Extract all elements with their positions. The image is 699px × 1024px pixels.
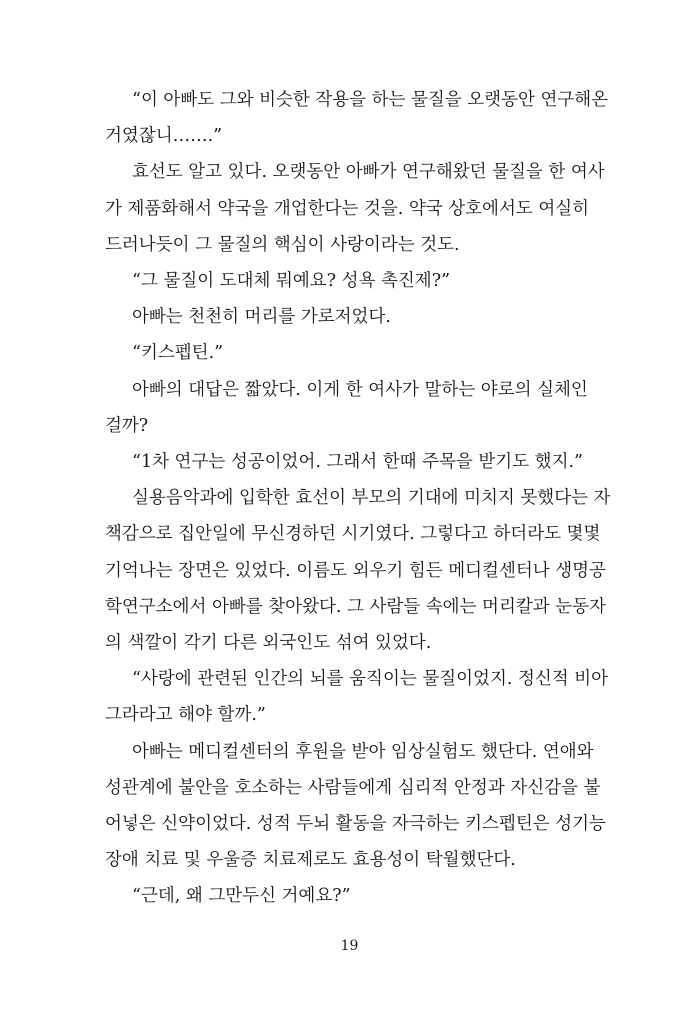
paragraph: “사랑에 관련된 인간의 뇌를 움직이는 물질이었지. 정신적 비아 그라라고 해야 할까.” [105, 669, 609, 726]
paragraph: 효선도 알고 있다. 오랫동안 아빠가 연구해왔던 물질을 한 여사 가 제품화해서 약국을 개업한다는 것을. 약국 상호에서도 여실히 드러나듯이 그 물질의 핵심이 사랑이라는 것도. [105, 162, 605, 255]
paragraph: “이 아빠도 그와 비슷한 작용을 하는 물질을 오랫동안 연구해온 거였잖니…….” [105, 90, 609, 147]
paragraph: “1차 연구는 성공이었어. 그래서 한때 주목을 받기도 했지.” [132, 452, 584, 473]
paragraph: 실용음악과에 입학한 효선이 부모의 기대에 미치지 못했다는 자 책감으로 집안일에 무신경하던 시기였다. 그렇다고 하더라도 몇몇 기억나는 장면은 있었다. 이름도 외우기 힘든 메디컬센터나 생명공 학연구소에서 아빠를 찾아왔다. 그 사람들 속에는 머리칼과 눈동자 의 색깔이 각기 다른 외국인도 섞여 있었다. [105, 488, 611, 654]
paragraph: 아빠의 대답은 짧았다. 이게 한 여사가 말하는 야로의 실체인 걸까? [105, 379, 588, 436]
page-number: 19 [340, 938, 359, 954]
paragraph: “키스펩틴.” [132, 343, 224, 364]
paragraph: “근데, 왜 그만두신 거예요?” [132, 886, 351, 907]
paragraph: 아빠는 천천히 머리를 가로저었다. [132, 307, 391, 328]
paragraph: 아빠는 메디컬센터의 후원을 받아 임상실험도 했단다. 연애와 성관계에 불안을 호소하는 사람들에게 심리적 안정과 자신감을 불 어넣은 신약이었다. 성적 두뇌 활동을 자극하는 키스펩틴은 성기능 장애 치료 및 우울증 치료제로도 효용성이 탁월했단다. [105, 741, 606, 871]
body-text [105, 82, 617, 915]
paragraph: “그 물질이 도대체 뭐예요? 성욕 촉진제?” [132, 271, 451, 292]
